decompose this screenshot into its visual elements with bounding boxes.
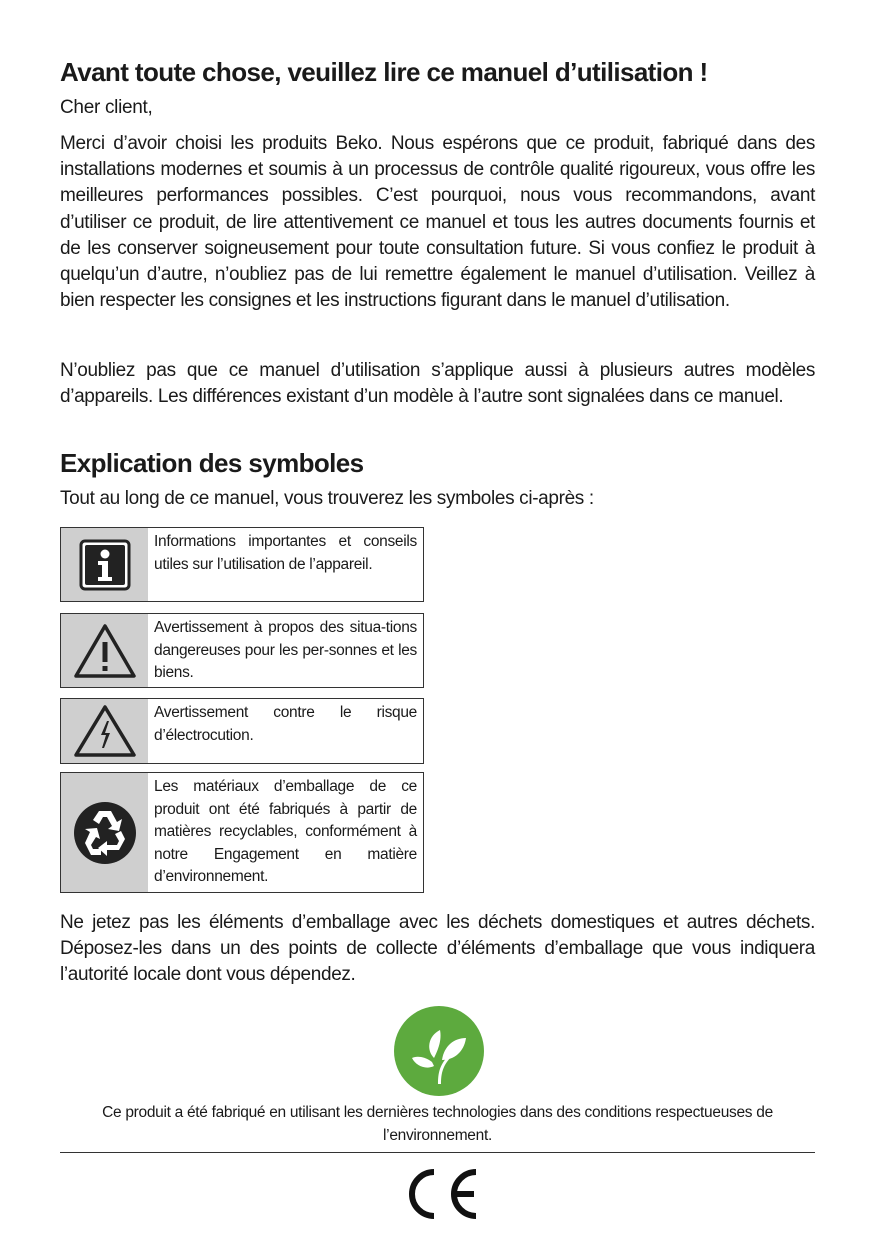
symbol-row-recycle: [60, 772, 424, 893]
leaf-icon: [394, 1006, 484, 1096]
page-title: Avant toute chose, veuillez lire ce manuel d’utilisation !: [60, 57, 708, 87]
symbol-text: Avertissement à propos des situa-tions dangereuses pour les per-sonnes et les biens.: [154, 619, 417, 681]
symbol-row-electric: [60, 698, 424, 764]
symbol-text: Avertissement contre le risque d’électrocution.: [154, 704, 417, 744]
info-icon: [79, 539, 131, 591]
warning-icon: [73, 622, 137, 680]
models-paragraph: N’oubliez pas que ce manuel d’utilisation s’applique aussi à plusieurs autres modèles d’appareils. Les différences existant d’un modèle à l’autre sont signalées dans ce manuel.: [60, 360, 815, 408]
recycle-icon: [73, 801, 137, 865]
intro-paragraph: Merci d’avoir choisi les produits Beko. Nous espérons que ce produit, fabriqué dans des installations modernes et soumis à un processus de contrôle qualité rigoureux, vous offre les meilleures performances possibles. C’est pourquoi, nous vous recommandons, avant d’utiliser ce produit, de lire attentivement ce manuel et tous les autres documents fournis et de les conserver soigneusement pour toute consultation future. Si vous confiez le produit à quelqu’un d’autre, n’oubliez pas de lui remettre également le manuel d’utilisation. Veillez à bien respecter les consignes et les instructions figurant dans le manuel d’utilisation.: [60, 133, 815, 312]
disposal-paragraph: Ne jetez pas les éléments d’emballage avec les déchets domestiques et autres déchets. Déposez-les dans un des points de collecte d’éléments d’emballage que vous indiquera l’autorité locale dont vous dépendez.: [60, 912, 815, 986]
divider: [60, 1152, 815, 1153]
greeting: Cher client,: [60, 97, 153, 118]
eco-caption: Ce produit a été fabriqué en utilisant les dernières technologies dans des conditions respectueuses de l’environnement.: [102, 1104, 773, 1144]
symbol-text: Informations importantes et conseils utiles sur l’utilisation de l’appareil.: [154, 533, 417, 573]
ce-mark-icon: [400, 1164, 480, 1224]
symbol-row-warning: [60, 613, 424, 688]
symbol-row-info: [60, 527, 424, 602]
symbol-text: Les matériaux d’emballage de ce produit ont été fabriqués à partir de matières recyclables, conformément à notre Engagement en matière d’environnement.: [154, 778, 417, 885]
electric-shock-icon: [73, 703, 137, 759]
symbols-heading: Explication des symboles: [60, 448, 364, 478]
symbols-intro: Tout au long de ce manuel, vous trouverez les symboles ci-après :: [60, 488, 594, 509]
